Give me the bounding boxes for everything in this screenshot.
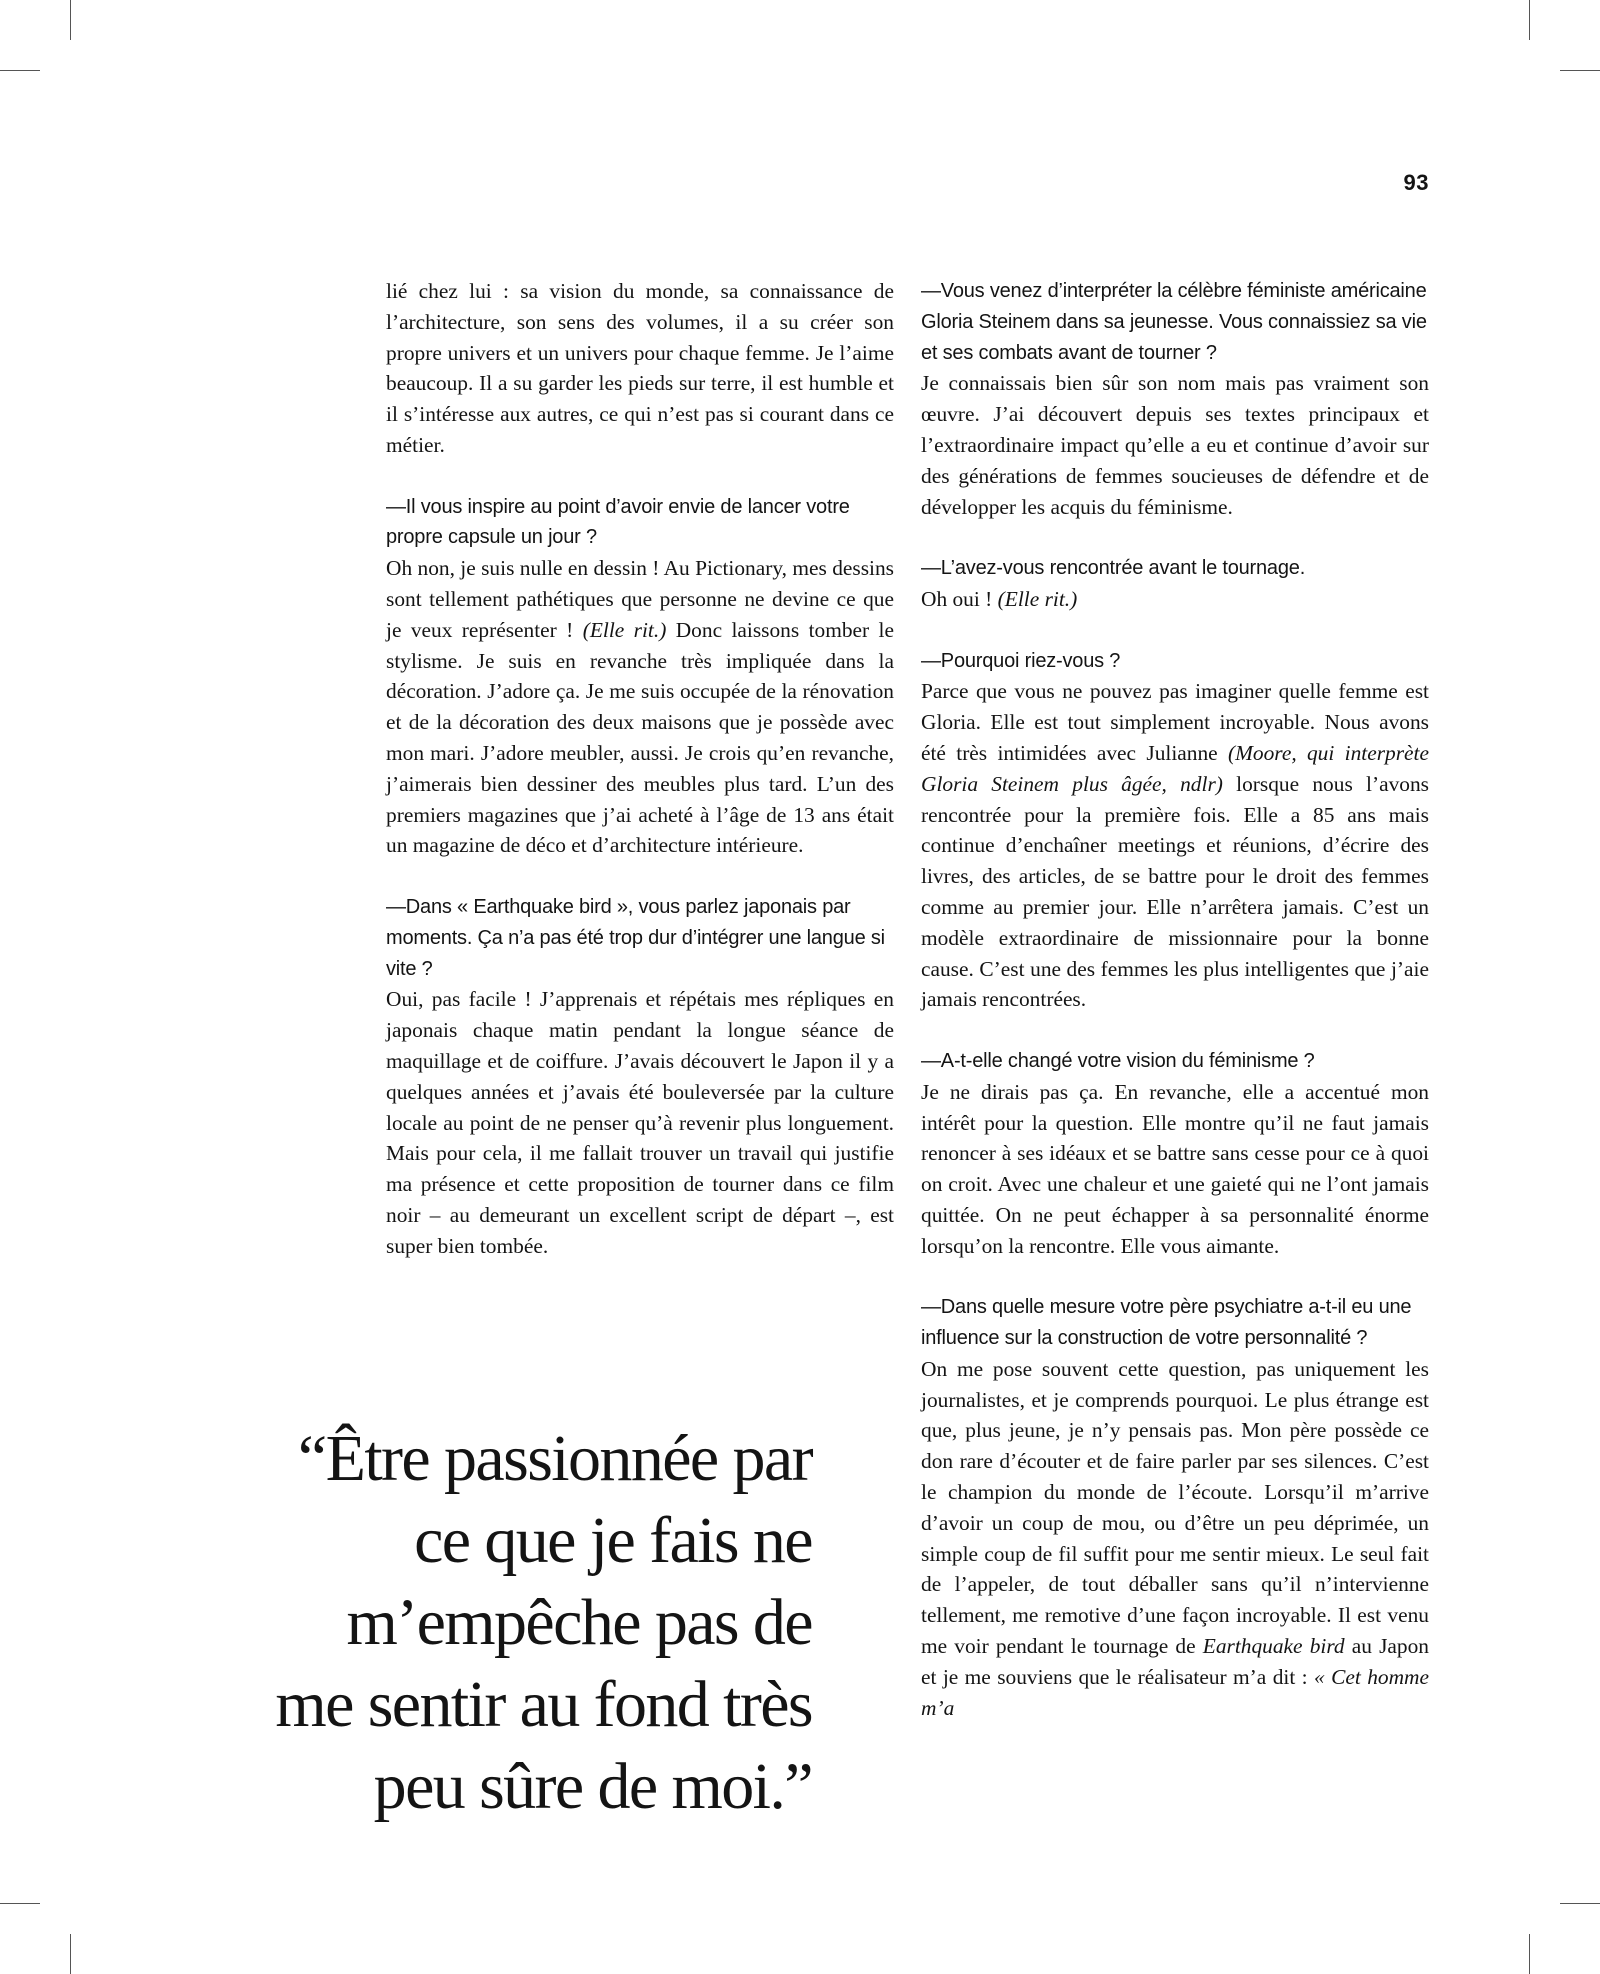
interview-answer bbox=[386, 984, 894, 1261]
answer-text: Donc laissons tomber le stylisme. Je suis en revanche très impliquée dans la décoration. J’adore ça. Je me suis occupée de la rénovation et de la décoration des deux maisons que je possède avec mon mari. J’adore meubler, aussi. Je crois qu’en revanche, j’aimerais bien dessiner des meubles plus tard. L’un des premiers magazines que j’ai acheté à l’âge de 13 ans était un magazine de déco et d’architecture intérieure. bbox=[386, 617, 894, 858]
interview-question: —Dans quelle mesure votre père psychiatre a-t-il eu une influence sur la construction de votre personnalité ? bbox=[921, 1296, 1412, 1350]
page-number: 93 bbox=[1403, 170, 1429, 195]
interview-answer bbox=[386, 553, 894, 861]
paragraph-spacer bbox=[386, 461, 894, 492]
answer-text: au Japon et je me souviens que le réalisateur m’a dit : bbox=[921, 1634, 1429, 1689]
crop-mark-bottom-right bbox=[1560, 1903, 1600, 1904]
interview-answer bbox=[921, 368, 1429, 522]
interview-question: —Vous venez d’interpréter la célèbre féministe américaine Gloria Steinem dans sa jeunesse. Vous connaissiez sa vie et ses combats avant de tourner ? bbox=[921, 280, 1427, 364]
interview-question: —Pourquoi riez-vous ? bbox=[921, 649, 1121, 672]
crop-mark-bottom-left bbox=[0, 1903, 40, 1904]
pull-quote bbox=[180, 1418, 812, 1828]
crop-mark-top-right bbox=[1529, 0, 1530, 40]
interview-question: —Dans « Earthquake bird », vous parlez japonais par moments. Ça n’a pas été trop dur d’intégrer une langue si vite ? bbox=[386, 895, 885, 980]
italic-aside: Earthquake bird bbox=[1202, 1634, 1345, 1659]
interview-question: —A-t-elle changé votre vision du féminisme ? bbox=[921, 1049, 1315, 1072]
answer-text: lié chez lui : sa vision du monde, sa connaissance de l’architecture, son sens des volumes, il a su créer son propre univers et un univers pour chaque femme. Je l’aime beaucoup. Il a su garder les pieds sur terre, il est humble et il s’intéresse aux autres, ce qui n’est pas si courant dans ce métier. bbox=[386, 279, 894, 457]
pull-quote-line: m’empêche pas de bbox=[346, 1586, 812, 1659]
paragraph-spacer bbox=[921, 1262, 1429, 1293]
answer-text: On me pose souvent cette question, pas uniquement les journalistes, et je comprends pourquoi. Le plus étrange est que, plus jeune, je n’y pensais pas. Mon père possède ce don rare d’écouter et de faire parler par ses silences. C’est le champion du monde de l’écoute. Lorsqu’il m’arrive d’avoir un coup de mou, ou d’être un peu déprimée, un simple coup de fil suffit pour me sentir mieux. Le seul fait de l’appeler, de tout déballer sans qu’il n’intervienne tellement, me remotive d’une façon incroyable. Il est venu me voir pendant le tournage de bbox=[921, 1356, 1429, 1659]
interview-question: —L’avez-vous rencontrée avant le tournage. bbox=[921, 557, 1306, 580]
left-text-column bbox=[386, 276, 894, 1262]
answer-text: Oh oui ! bbox=[921, 586, 998, 611]
right-text-column bbox=[921, 276, 1429, 1723]
pull-quote-line: ce que je fais ne bbox=[414, 1504, 812, 1577]
interview-question: —Il vous inspire au point d’avoir envie de lancer votre propre capsule un jour ? bbox=[386, 495, 850, 549]
interview-answer bbox=[921, 676, 1429, 1015]
answer-text: Je ne dirais pas ça. En revanche, elle a accentué mon intérêt pour la question. Elle montre qu’il ne faut jamais renoncer à ses idéaux et se battre sans cesse pour ce à quoi on croit. Avec une chaleur et une gaieté qui ne l’ont jamais quittée. On ne peut échapper à sa personnalité énorme lorsqu’on la rencontre. Elle vous aimante. bbox=[921, 1079, 1429, 1258]
answer-text: lorsque nous l’avons rencontrée pour la première fois. Elle a 85 ans mais continue d’enchaîner meetings et réunions, d’écrire des livres, des articles, de se battre pour le droit des femmes comme au premier jour. Elle n’arrêtera jamais. C’est un modèle extraordinaire de missionnaire pour la bonne cause. C’est une des femmes les plus intelligentes que j’aie jamais rencontrées. bbox=[921, 771, 1429, 1012]
paragraph-spacer bbox=[921, 1015, 1429, 1046]
pull-quote-line: “Être passionnée par bbox=[297, 1422, 812, 1495]
pull-quote-line: me sentir au fond très bbox=[275, 1668, 812, 1741]
italic-aside: (Elle rit.) bbox=[582, 617, 667, 642]
answer-text: Parce que vous ne pouvez pas imaginer quelle femme est Gloria. Elle est tout simplement incroyable. Nous avons été très intimidées avec Julianne bbox=[921, 679, 1429, 765]
crop-mark-bottom-right bbox=[1529, 1934, 1530, 1974]
answer-text: Oui, pas facile ! J’apprenais et répétais mes répliques en japonais chaque matin pendant la longue séance de maquillage et de coiffure. J’avais découvert le Japon il y a quelques années et j’avais été bouleversée par la culture locale au point de ne penser qu’à revenir plus longuement. Mais pour cela, il me fallait trouver un travail qui justifie ma présence et cette proposition de tourner dans ce film noir – au demeurant un excellent script de départ –, est super bien tombée. bbox=[386, 987, 894, 1258]
crop-mark-top-left bbox=[0, 70, 40, 71]
crop-mark-top-left bbox=[70, 0, 71, 40]
interview-answer bbox=[921, 1077, 1429, 1262]
interview-answer bbox=[921, 584, 1429, 615]
paragraph-spacer bbox=[386, 861, 894, 892]
italic-aside: (Elle rit.) bbox=[997, 586, 1078, 611]
interview-answer bbox=[386, 276, 894, 461]
pull-quote-line: peu sûre de moi.” bbox=[373, 1750, 812, 1823]
answer-text: Oh non, je suis nulle en dessin ! Au Pictionary, mes dessins sont tellement pathétiques que personne ne devine ce que je veux représenter ! bbox=[386, 556, 894, 642]
crop-mark-bottom-left bbox=[70, 1934, 71, 1974]
italic-aside: (Moore, qui interprète Gloria Steinem plus âgée, ndlr) bbox=[921, 740, 1429, 796]
paragraph-spacer bbox=[921, 522, 1429, 553]
paragraph-spacer bbox=[921, 615, 1429, 646]
interview-answer bbox=[921, 1354, 1429, 1724]
crop-mark-top-right bbox=[1560, 70, 1600, 71]
answer-text: Je connaissais bien sûr son nom mais pas vraiment son œuvre. J’ai découvert depuis ses textes principaux et l’extraordinaire impact qu’elle a eu et continue d’avoir sur des générations de femmes soucieuses de défendre et de développer les acquis du féminisme. bbox=[921, 371, 1429, 519]
italic-aside: « Cet homme m’a bbox=[921, 1664, 1429, 1720]
